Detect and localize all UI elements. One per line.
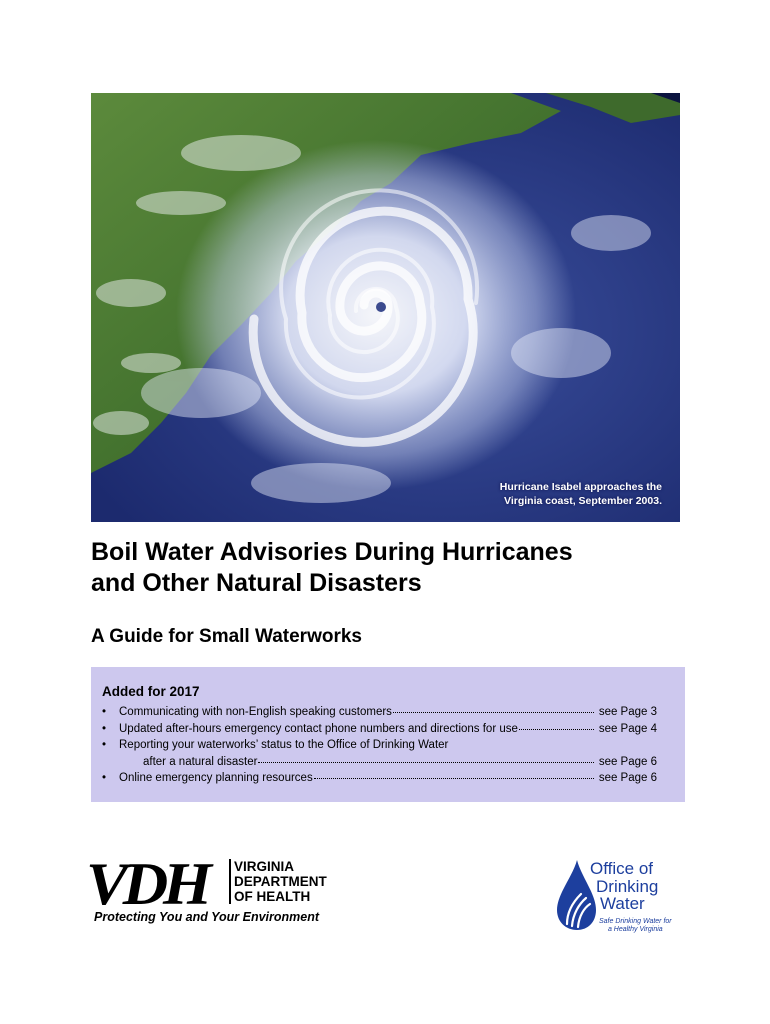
odw-name-line: Drinking <box>596 876 659 896</box>
vdh-tagline: Protecting You and Your Environment <box>94 910 320 924</box>
added-list <box>102 704 657 787</box>
bullet-icon: • <box>102 772 107 784</box>
item-text: Reporting your waterworks’ status to the Office of Drinking Water <box>119 739 449 751</box>
odw-name-line: Office of <box>590 859 653 878</box>
item-text: Online emergency planning resources <box>119 772 313 784</box>
dot-leader <box>393 712 594 713</box>
list-item <box>102 721 657 738</box>
list-item <box>102 704 657 721</box>
bullet-icon: • <box>102 706 107 718</box>
item-text-continued: after a natural disaster <box>143 755 258 768</box>
document-title <box>91 537 711 599</box>
page-reference: see Page 6 <box>598 772 657 784</box>
vdh-name-line: OF HEALTH <box>234 889 311 904</box>
image-caption-line: Hurricane Isabel approaches the <box>499 481 662 493</box>
vdh-logo-name <box>229 859 327 904</box>
odw-logo-name <box>590 860 658 913</box>
odw-tagline-line: Safe Drinking Water for <box>599 918 672 925</box>
odw-tagline-line: a Healthy Virginia <box>607 926 663 933</box>
dot-leader <box>519 729 594 730</box>
item-text: Updated after-hours emergency contact phone numbers and directions for use <box>119 722 518 735</box>
vdh-name-line: VIRGINIA <box>234 859 295 874</box>
page-reference: see Page 3 <box>598 706 657 718</box>
list-item <box>102 737 657 770</box>
bullet-icon: • <box>102 739 107 751</box>
dot-leader <box>258 762 594 763</box>
vdh-logo-mark: VDH <box>86 851 207 917</box>
odw-tagline <box>599 918 672 934</box>
list-item <box>102 770 657 787</box>
hurricane-satellite-image <box>91 93 680 522</box>
image-caption-line: Virginia coast, September 2003. <box>504 495 662 507</box>
odw-name-line: Water <box>600 894 645 913</box>
vdh-logo <box>86 851 336 928</box>
page-reference: see Page 6 <box>598 755 657 768</box>
page-reference: see Page 4 <box>598 722 657 735</box>
dot-leader <box>314 778 594 779</box>
document-title-line: Boil Water Advisories During Hurricanes <box>91 538 573 566</box>
added-heading: Added for 2017 <box>102 684 200 699</box>
document-title-line: and Other Natural Disasters <box>91 569 422 597</box>
document-subtitle: A Guide for Small Waterworks <box>91 626 362 647</box>
vdh-name-line: DEPARTMENT <box>234 874 327 889</box>
added-for-2017-box <box>91 667 685 802</box>
image-caption <box>500 480 662 508</box>
odw-logo <box>553 858 683 938</box>
bullet-icon: • <box>102 722 107 735</box>
item-text: Communicating with non-English speaking customers <box>119 706 392 718</box>
satellite-graphic <box>91 93 680 522</box>
